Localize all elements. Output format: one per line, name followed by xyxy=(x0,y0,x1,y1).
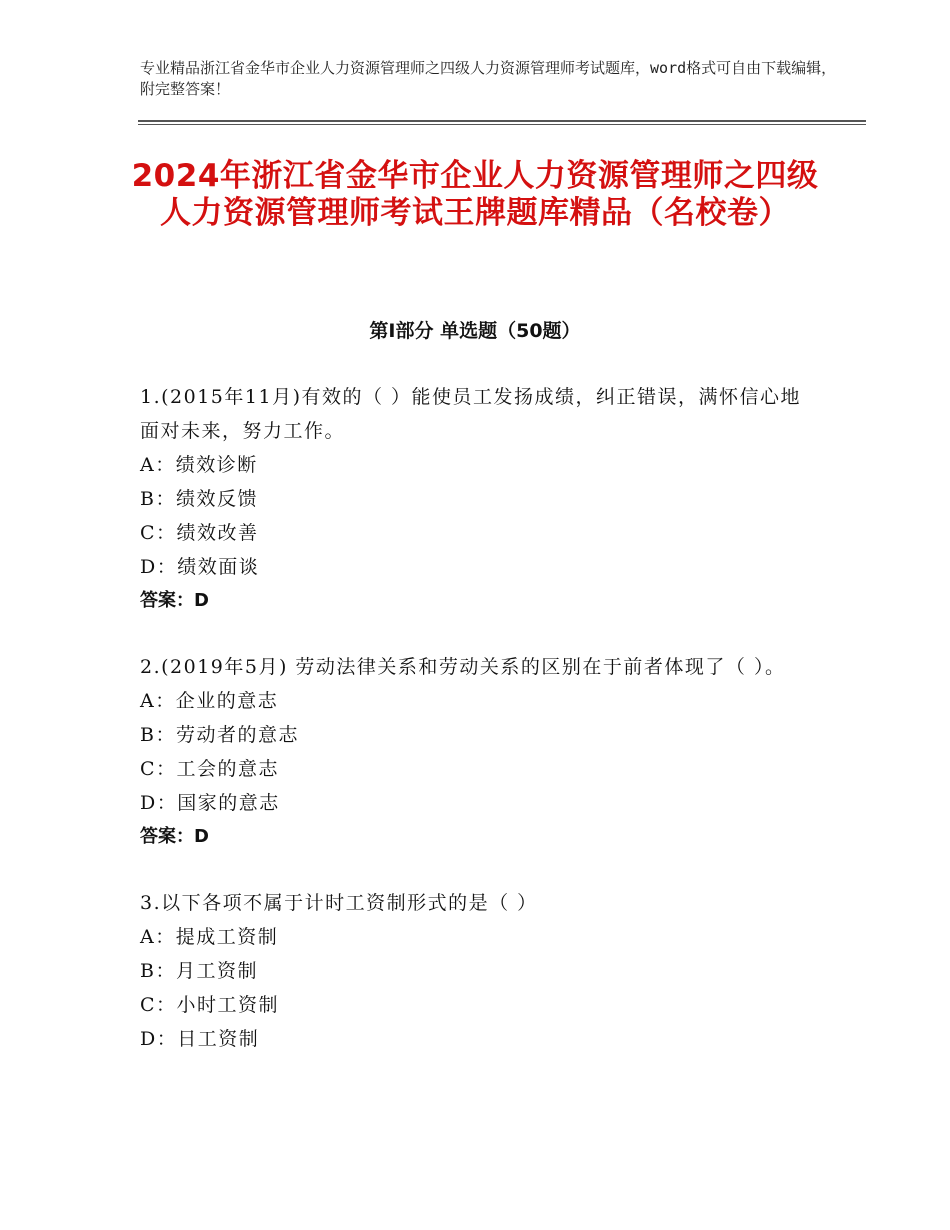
answer-label: 答案：D xyxy=(140,590,209,611)
option-a: A：绩效诊断 xyxy=(140,454,258,476)
option-b: B：劳动者的意志 xyxy=(140,724,299,746)
option-b: B：绩效反馈 xyxy=(140,488,258,510)
header-note: 专业精品浙江省金华市企业人力资源管理师之四级人力资源管理师考试题库，word格式可自由下载编辑，附完整答案！ xyxy=(140,59,837,98)
question-list xyxy=(140,380,810,1088)
question-2 xyxy=(140,650,810,854)
answer-label: 答案：D xyxy=(140,826,209,847)
question-1 xyxy=(140,380,810,618)
option-d: D：国家的意志 xyxy=(140,792,280,814)
option-c: C：小时工资制 xyxy=(140,994,280,1016)
question-3 xyxy=(140,886,810,1056)
option-d: D：日工资制 xyxy=(140,1028,260,1050)
question-stem: 3.以下各项不属于计时工资制形式的是（ ） xyxy=(140,892,538,914)
question-stem: 2.(2019年5月) 劳动法律关系和劳动关系的区别在于前者体现了（ ）。 xyxy=(140,656,786,678)
header-divider xyxy=(138,120,866,122)
header-divider-thin xyxy=(138,124,866,125)
question-stem: 1.(2015年11月)有效的（ ）能使员工发扬成绩，纠正错误，满怀信心地面对未来，努力工作。 xyxy=(140,386,802,442)
option-b: B：月工资制 xyxy=(140,960,258,982)
option-c: C：绩效改善 xyxy=(140,522,259,544)
option-d: D：绩效面谈 xyxy=(140,556,260,578)
document-title: 2024年浙江省金华市企业人力资源管理师之四级人力资源管理师考试王牌题库精品（名校卷） xyxy=(131,158,819,231)
option-a: A：企业的意志 xyxy=(140,690,279,712)
option-c: C：工会的意志 xyxy=(140,758,280,780)
option-a: A：提成工资制 xyxy=(140,926,279,948)
section-heading: 第Ⅰ部分 单选题（50题） xyxy=(369,320,581,342)
